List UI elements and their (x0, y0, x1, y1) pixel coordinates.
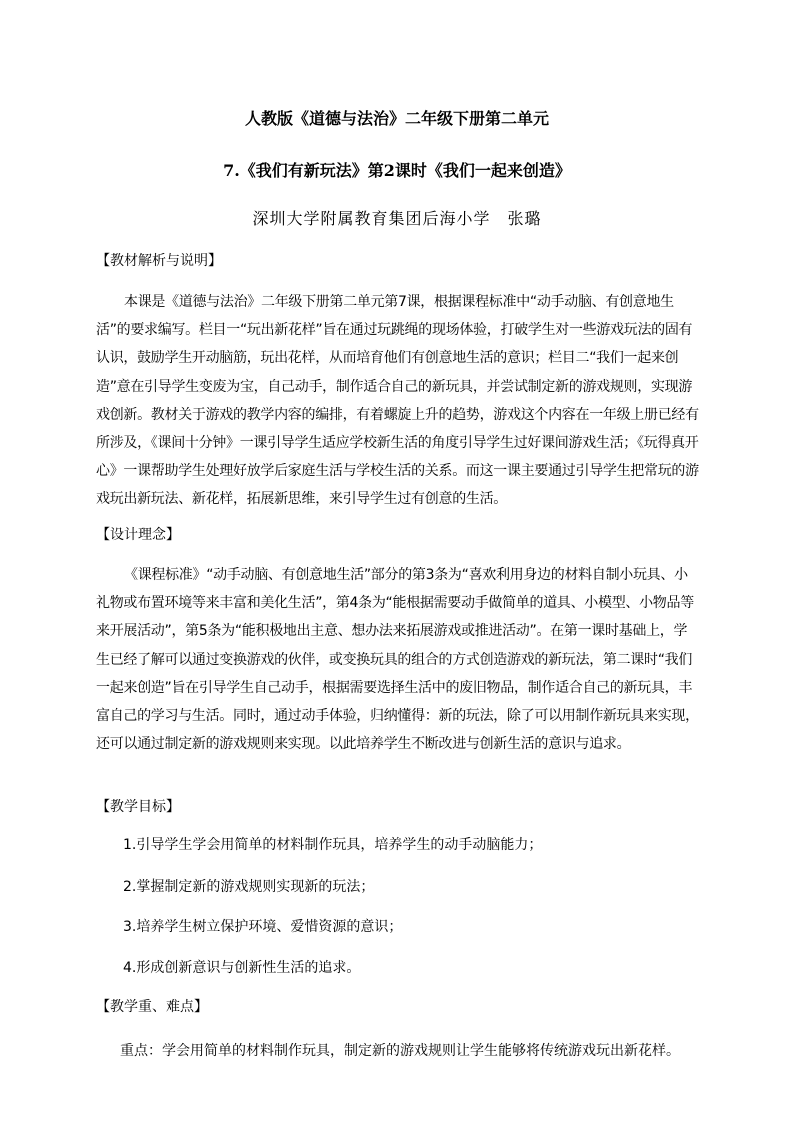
goal-item: 2.掌握制定新的游戏规则实现新的玩法； (123, 879, 375, 895)
goal-item: 3.培养学生树立保护环境、爱惜资源的意识； (123, 919, 403, 935)
section-body-concept: 《课程标准》“动手动脑、有创意地生活”部分的第3条为“喜欢利用身边的材料自制小玩具、小礼物或布置环境等来丰富和美化生活”，第4条为“能根据需要动手做简单的道具、小模型、小物品等来开展活动”，第5条为“能积极地出主意、想办法来拓展游戏或推进活动”。在第一课时基础上，学生已经了解可以通过变换游戏的伙伴，或变换玩具的组合的方式创造游戏的新玩法，第二课时“我们一起来创造”旨在引导学生自己动手，根据需要选择生活中的废旧物品，制作适合自己的新玩具，丰富自己的学习与生活。同时，通过动手体验，归纳懂得：新的玩法，除了可以用制作新玩具来实现，还可以通过制定新的游戏规则来实现。以此培养学生不断改进与创新生活的意识与追求。 (96, 567, 699, 753)
section-body-keypoints: 重点：学会用简单的材料制作玩具，制定新的游戏规则让学生能够将传统游戏玩出新花样。 (120, 1043, 680, 1059)
section-heading-keypoints: 【教学重、难点】 (96, 999, 208, 1015)
document-title: 人教版《道德与法治》二年级下册第二单元 (244, 109, 549, 128)
section-body-analysis: 本课是《道德与法治》二年级下册第二单元第7课，根据课程标准中“动手动脑、有创意地生活”的要求编写。栏目一“玩出新花样”旨在通过玩跳绳的现场体验，打破学生对一些游戏玩法的固有认识，鼓励学生开动脑筋，玩出花样，从而培育他们有创意地生活的意识；栏目二“我们一起来创造”意在引导学生变废为宝，自己动手，制作适合自己的新玩具，并尝试制定新的游戏规则，实现游戏创新。教材关于游戏的教学内容的编排，有着螺旋上升的趋势，游戏这个内容在一年级上册已经有所涉及，《课间十分钟》一课引导学生适应学校新生活的角度引导学生过好课间游戏生活；《玩得真开心》一课帮助学生处理好放学后家庭生活与学校生活的关系。而这一课主要通过引导学生把常玩的游戏玩出新玩法、新花样，拓展新思维，来引导学生过有创意的生活。 (96, 294, 699, 508)
section-heading-concept: 【设计理念】 (96, 527, 180, 543)
section-heading-goals: 【教学目标】 (96, 799, 180, 815)
author-line: 深圳大学附属教育集团后海小学 张璐 (252, 209, 542, 228)
goal-item: 1.引导学生学会用简单的材料制作玩具，培养学生的动手动脑能力； (123, 837, 543, 853)
section-heading-analysis: 【教材解析与说明】 (96, 253, 222, 269)
goal-item: 4.形成创新意识与创新性生活的追求。 (123, 960, 361, 976)
lesson-title: 7.《我们有新玩法》第2课时《我们一起来创造》 (223, 161, 571, 180)
